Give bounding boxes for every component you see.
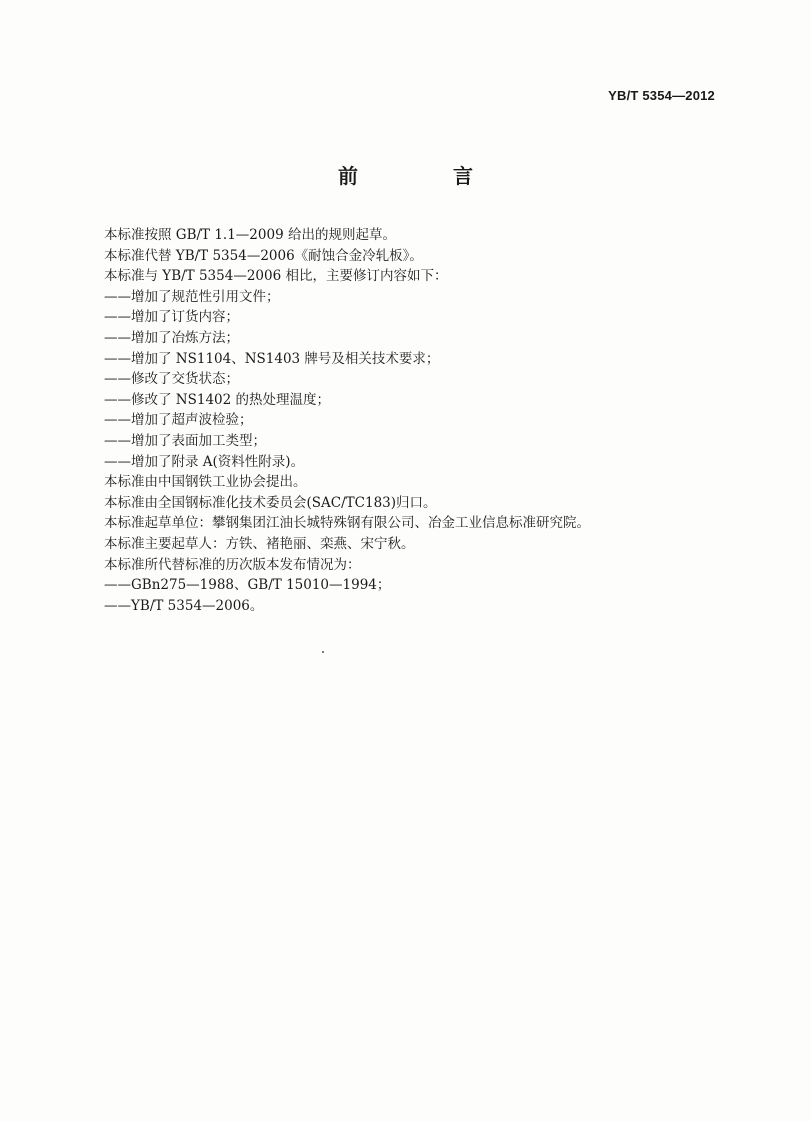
- history-item: ——GBn275—1988、GB/T 15010—1994；: [104, 577, 391, 594]
- paragraph: 本标准按照 GB/T 1.1—2009 给出的规则起草。: [104, 227, 396, 243]
- paragraph: 本标准主要起草人：方铁、褚艳丽、栾燕、宋宁秋。: [104, 535, 415, 552]
- revision-item: ——增加了冶炼方法；: [104, 329, 239, 346]
- revision-item: ——增加了规范性引用文件；: [104, 288, 280, 305]
- paragraph: 本标准由中国钢铁工业协会提出。: [104, 474, 307, 491]
- standard-code: YB/T 5354—2012: [608, 88, 715, 103]
- revision-item: ——修改了交货状态；: [104, 371, 239, 388]
- paragraph: 本标准由全国钢标准化技术委员会(SAC/TC183)归口。: [104, 494, 437, 511]
- revision-item: ——增加了附录 A(资料性附录)。: [104, 453, 305, 470]
- paragraph: 本标准代替 YB/T 5354—2006《耐蚀合金冷轧板》。: [104, 247, 423, 264]
- scan-speck: [322, 651, 324, 653]
- revision-item: ——增加了 NS1104、NS1403 牌号及相关技术要求；: [104, 350, 440, 367]
- revision-item: ——增加了订货内容；: [104, 309, 239, 326]
- foreword-body: [104, 225, 724, 616]
- revision-item: ——增加了表面加工类型；: [104, 432, 266, 449]
- history-item: ——YB/T 5354—2006。: [104, 597, 264, 614]
- revision-item: ——修改了 NS1402 的热处理温度；: [104, 391, 330, 408]
- paragraph: 本标准与 YB/T 5354—2006 相比，主要修订内容如下：: [104, 268, 448, 285]
- revision-item: ——增加了超声波检验；: [104, 412, 253, 429]
- page-title: 前 言: [338, 164, 517, 188]
- paragraph: 本标准起草单位：攀钢集团江油长城特殊钢有限公司、冶金工业信息标准研究院。: [104, 515, 590, 532]
- paragraph: 本标准所代替标准的历次版本发布情况为：: [104, 556, 361, 573]
